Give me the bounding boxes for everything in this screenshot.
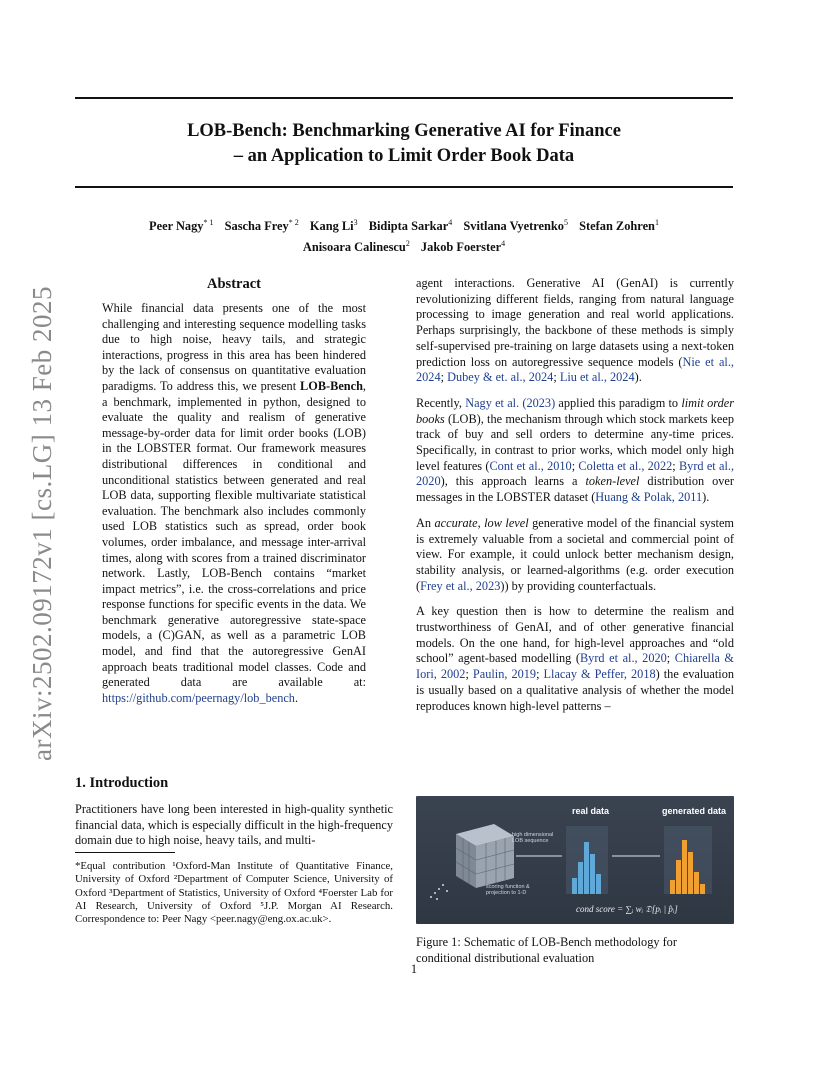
author-line-1 xyxy=(75,214,733,235)
citation-link[interactable]: Dubey & et. al., 2024 xyxy=(447,370,554,385)
figure-score-formula: cond score = ∑ᵢ wᵢ 𝔇[pᵢ | p̂ᵢ] xyxy=(576,904,678,914)
author: Svitlana Vyetrenko$^5$ xyxy=(463,218,568,234)
left-column xyxy=(75,276,393,706)
author: Anisoara Calinescu$^2$ xyxy=(302,239,410,255)
section-heading-introduction: 1. Introduction xyxy=(75,775,169,791)
author: Peer Nagy$^{* 1}$ xyxy=(149,218,214,234)
arxiv-stamp-text: arXiv:2502.09172v1 [cs.LG] 13 Feb 2025 xyxy=(26,285,57,761)
paragraph-key-question: A key question then is how to determine the realism and trustworthiness of GenAI, and of other generative financial models. On the one hand, for high-level approaches and “old school” agent-based modelling (Byrd et al., 2020; Chiarella & Iori, 2002; Paulin, 2019; Llacay & Peffer, 2018) the evaluation is usually based on a qualitative analysis of whether the model reproduces known high-level patterns – xyxy=(416,604,735,713)
citation-link[interactable]: Paulin, 2019 xyxy=(472,667,537,682)
real-data-histogram xyxy=(566,826,608,894)
title-rule-top xyxy=(75,97,733,99)
author-list xyxy=(75,214,733,256)
citation-link[interactable]: Byrd et al., 2020 xyxy=(416,458,735,489)
author: Sascha Frey$^{* 2}$ xyxy=(224,218,299,234)
author: Kang Li$^3$ xyxy=(309,218,358,234)
lob-cube-icon xyxy=(456,824,514,888)
page-number: 1 xyxy=(410,962,418,976)
generated-data-histogram xyxy=(664,826,712,894)
paper-title: LOB-Bench: Benchmarking Generative AI for Finance – an Application to Limit Order Book Data xyxy=(187,121,621,166)
paragraph-lob: Recently, Nagy et al. (2023) applied this paradigm to limit order books (LOB), the mechanism through which stock markets keep track of buy and sell orders to determine any-time prices. Specifically, in contrast to prior works, which model only high level features (Cont et al., 2010; Coletta et al., 2022; Byrd et al., 2020), this approach learns a token-level distribution over messages in the LOBSTER dataset (Huang & Polak, 2011). xyxy=(416,395,735,505)
affiliations-footnote: *Equal contribution ¹Oxford-Man Institute of Quantitative Finance, University of Oxford ²Department of Computer Science, University of Oxford ³Department of Statistics, University of Oxford ⁴Foerster Lab for AI Research, University of Oxford ⁵J.P. Morgan AI Research. Correspondence to: Peer Nagy <peer.nagy@eng.ox.ac.uk>. xyxy=(75,860,393,926)
author: Jakob Foerster$^4$ xyxy=(420,239,506,255)
figure-label-generated: generated data xyxy=(662,806,727,816)
citation-link[interactable]: Huang & Polak, 2011 xyxy=(595,490,703,505)
citation-link[interactable]: Liu et al., 2024 xyxy=(559,370,635,385)
footnote-rule xyxy=(75,852,175,853)
author-line-2 xyxy=(75,235,733,256)
citation-link[interactable]: Nie et al., 2024 xyxy=(416,354,734,385)
arxiv-stamp xyxy=(22,285,62,761)
citation-link[interactable]: Nagy et al. (2023) xyxy=(465,395,556,410)
author: Stefan Zohren$^1$ xyxy=(579,218,659,234)
figure-label-scoring: scoring function & projection to 1-D xyxy=(486,884,530,896)
figure-schematic xyxy=(416,796,734,924)
citation-link[interactable]: Llacay & Peffer, 2018 xyxy=(543,667,656,682)
citation-link[interactable]: Byrd et al., 2020 xyxy=(579,651,667,666)
abstract-heading: Abstract xyxy=(207,276,261,292)
figure-label-real: real data xyxy=(572,806,610,816)
title-rule-bottom xyxy=(75,186,733,188)
citation-link[interactable]: Chiarella & Iori, 2002 xyxy=(416,651,734,682)
figure-label-hd: high dimensional LOB sequence xyxy=(512,832,554,844)
abstract-text: While financial data presents one of the most challenging and interesting sequence modelling tasks due to high noise, heavy tails, and strategic interactions, progress in this area has been hindered by the lack of consensus on quantitative evaluation paradigms. To address this, we present LOB-Bench, a benchmark, implemented in python, designed to evaluate the quality and realism of generative message-by-order data for limit order books (LOB) in the LOBSTER format. Our framework measures distributional differences in conditional and unconditional statistics between generated and real LOB data, supporting flexible multivariate statistical evaluation. The benchmark also includes commonly used LOB statistics such as spread, order book volumes, order imbalance, and message inter-arrival times, along with scores from a trained discriminator network. Lastly, LOB-Bench contains “market impact metrics”, i.e. the cross-correlations and price response functions for specific events in the data. We benchmark generative autoregressive state-space models, a (C)GAN, as well as a parametric LOB model, and find that the autoregressive GenAI approach beats traditional model classes. Code and generated data are available at: https://github.com/peernagy/lob_bench. xyxy=(102,301,366,705)
intro-paragraph: Practitioners have long been interested in high-quality synthetic financial data, which is especially difficult in the high-frequency domain due to high noise, heavy tails, and multi- xyxy=(75,802,393,848)
paragraph-genai: agent interactions. Generative AI (GenAI) is currently revolutionizing different fields, ranging from natural language processing to image generation and real world applications. Perhaps surprisingly, the backbone of these methods is simply self-supervised pre-training on large datasets using a next-token prediction loss on autoregressive sequence models (Nie et al., 2024; Dubey & et. al., 2024; Liu et al., 2024). xyxy=(416,276,734,385)
figure-caption: Figure 1: Schematic of LOB-Bench methodology for conditional distributional evaluation xyxy=(416,935,677,965)
citation-link[interactable]: Cont et al., 2010 xyxy=(489,458,572,473)
scatter-icon xyxy=(430,884,448,900)
author: Bidipta Sarkar$^4$ xyxy=(368,218,453,234)
paragraph-accurate-model: An accurate, low level generative model of the financial system is extremely valuable from a societal and commercial point of view. For example, it could unlock better mechanism design, stability analysis, or learned-algorithms (e.g. order execution (Frey et al., 2023)) by providing counterfactuals. xyxy=(416,515,734,593)
citation-link[interactable]: Frey et al., 2023 xyxy=(420,578,501,593)
code-link[interactable]: https://github.com/peernagy/lob_bench xyxy=(102,690,295,705)
citation-link[interactable]: Coletta et al., 2022 xyxy=(578,458,673,473)
right-column xyxy=(416,276,734,714)
